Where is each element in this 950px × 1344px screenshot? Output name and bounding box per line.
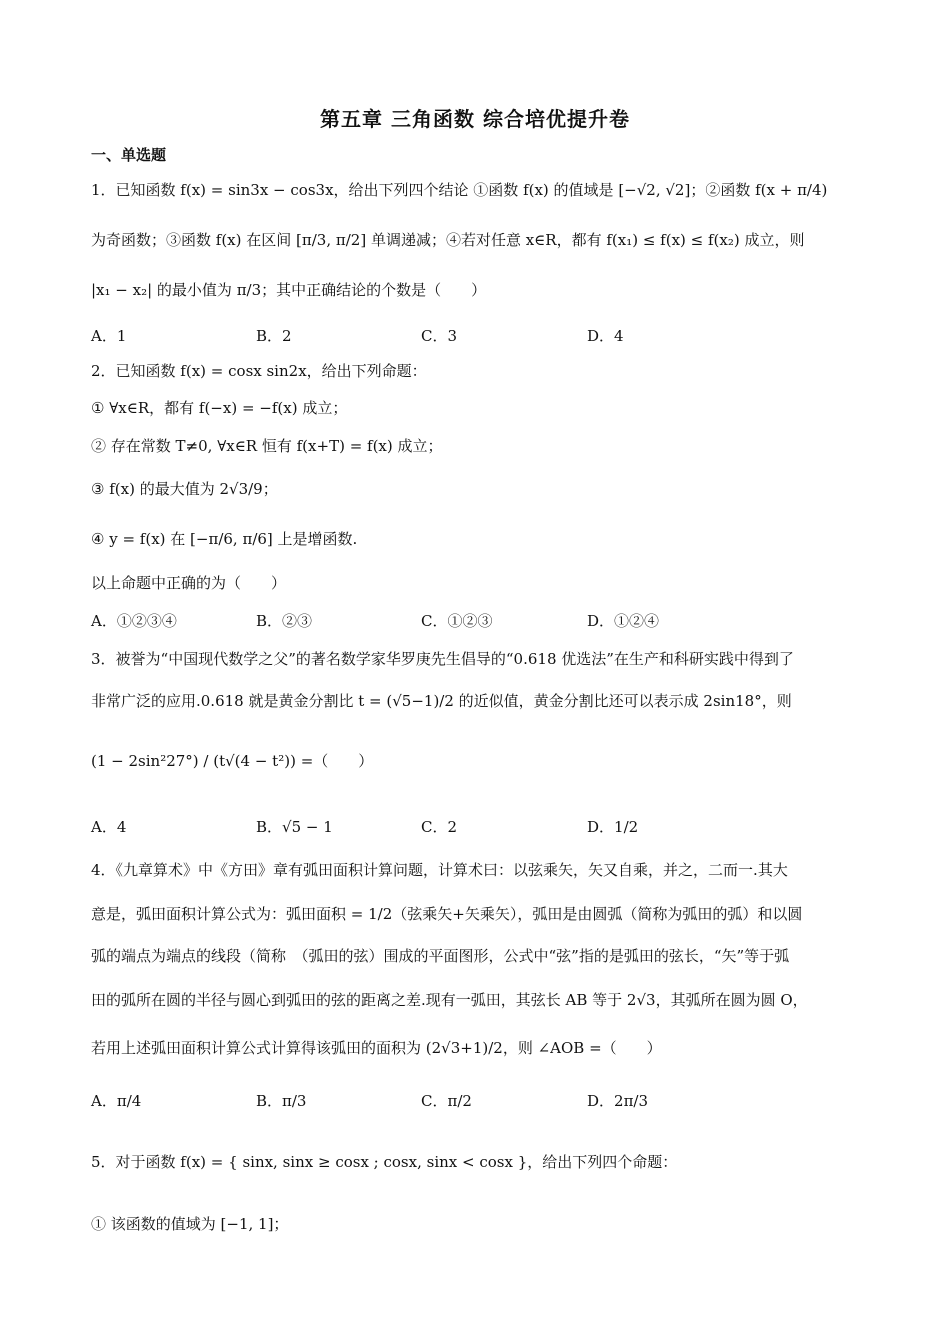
q3-option-b: B．√5 − 1: [256, 818, 333, 836]
q2-line-5: ④ y = f(x) 在 [−π/6, π/6] 上是增函数.: [91, 530, 358, 548]
section-heading: 一、单选题: [91, 146, 167, 164]
q1-option-b: B．2: [256, 327, 292, 345]
q5-line-1: 5．对于函数 f(x) = { sinx, sinx ≥ cosx ; cosx, sinx < cosx }，给出下列四个命题：: [91, 1153, 678, 1171]
q2-line-2: ① ∀x∈R，都有 f(−x) = −f(x) 成立；: [91, 399, 348, 417]
q2-option-b: B．②③: [256, 612, 313, 630]
q3-option-a: A．4: [91, 818, 127, 836]
q1-option-c: C．3: [421, 327, 458, 345]
q2-option-a: A．①②③④: [91, 612, 177, 630]
q4-line-2: 意是，弧田面积计算公式为：弧田面积 = 1/2（弦乘矢+矢乘矢），弧田是由圆弧（简称为弧田的弧）和以圆: [91, 905, 803, 923]
q4-line-5: 若用上述弧田面积计算公式计算得该弧田的面积为 (2√3+1)/2，则 ∠AOB =（ ）: [91, 1039, 662, 1057]
q5-line-2: ① 该函数的值域为 [−1, 1]；: [91, 1215, 289, 1233]
q4-line-4: 田的弧所在圆的半径与圆心到弧田的弦的距离之差.现有一弧田，其弦长 AB 等于 2√3，其弧所在圆为圆 O，: [91, 991, 808, 1009]
q1-line-2: 为奇函数；③函数 f(x) 在区间 [π/3, π/2] 单调递减；④若对任意 x∈R，都有 f(x₁) ≤ f(x) ≤ f(x₂) 成立，则: [91, 231, 805, 249]
q2-option-c: C．①②③: [421, 612, 493, 630]
page-title: 第五章 三角函数 综合培优提升卷: [320, 107, 630, 131]
q2-line-1: 2．已知函数 f(x) = cosx sin2x，给出下列命题：: [91, 362, 427, 380]
q1-option-d: D．4: [587, 327, 624, 345]
q4-line-1: 4．《九章算术》中《方田》章有弧田面积计算问题，计算术曰：以弦乘矢，矢又自乘，并之，二而一.其大: [91, 861, 788, 879]
q3-option-c: C．2: [421, 818, 458, 836]
q1-line-3: |x₁ − x₂| 的最小值为 π/3；其中正确结论的个数是（ ）: [91, 281, 487, 299]
q4-option-b: B．π/3: [256, 1092, 307, 1110]
q4-option-d: D．2π/3: [587, 1092, 649, 1110]
q2-option-d: D．①②④: [587, 612, 660, 630]
q3-option-d: D．1/2: [587, 818, 639, 836]
q3-line-2: 非常广泛的应用.0.618 就是黄金分割比 t = (√5−1)/2 的近似值，黄金分割比还可以表示成 2sin18°，则: [91, 692, 792, 710]
q3-line-1: 3．被誉为“中国现代数学之父”的著名数学家华罗庚先生倡导的“0.618 优选法”在生产和科研实践中得到了: [91, 650, 794, 668]
q1-line-1: 1．已知函数 f(x) = sin3x − cos3x，给出下列四个结论 ①函数 f(x) 的值域是 [−√2, √2]；②函数 f(x + π/4): [91, 181, 828, 199]
q2-line-6: 以上命题中正确的为（ ）: [91, 574, 287, 592]
q3-line-3: (1 − 2sin²27°) / (t√(4 − t²)) =（ ）: [91, 752, 374, 770]
q4-option-c: C．π/2: [421, 1092, 472, 1110]
q2-line-3: ② 存在常数 T≠0, ∀x∈R 恒有 f(x+T) = f(x) 成立；: [91, 437, 443, 455]
q1-option-a: A．1: [91, 327, 127, 345]
q4-option-a: A．π/4: [91, 1092, 142, 1110]
q4-line-3: 弧的端点为端点的线段（简称 （弧田的弦）围成的平面图形，公式中“弦”指的是弧田的弦长，“矢”等于弧: [91, 947, 790, 965]
q2-line-4: ③ f(x) 的最大值为 2√3/9；: [91, 480, 278, 498]
